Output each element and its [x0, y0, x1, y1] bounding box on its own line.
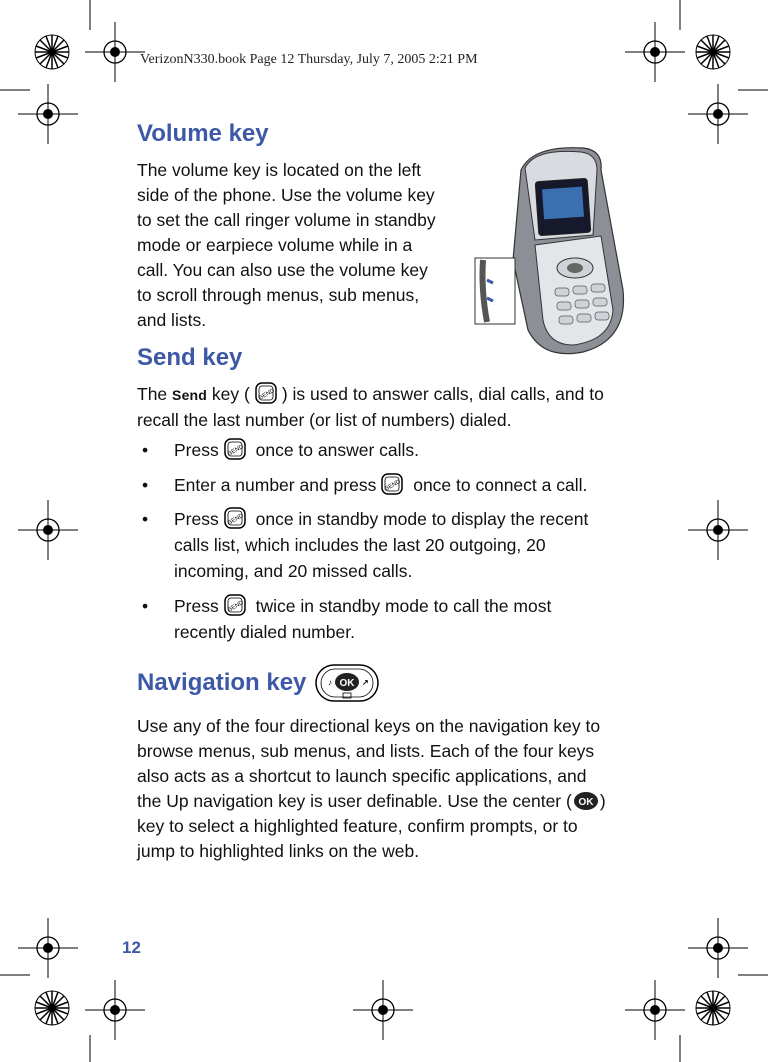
- text-line: also acts as a shortcut to launch specific applications, and: [137, 766, 587, 786]
- text-fragment: ) is used to answer calls, dial calls, and to: [281, 384, 604, 404]
- svg-text:♪: ♪: [328, 678, 333, 687]
- text-fragment: twice in standby mode to call the most: [255, 596, 552, 616]
- text-fragment: the Up navigation key is user definable. Use the center (: [137, 791, 572, 811]
- send-key-icon: [223, 437, 247, 459]
- text-line: [137, 789, 657, 814]
- send-key-icon: [223, 593, 247, 615]
- list-item: [142, 437, 420, 463]
- text-line: [174, 593, 551, 619]
- list-item: [142, 506, 589, 584]
- text-line: call. You can also use the volume key: [137, 260, 428, 280]
- svg-text:SEND: SEND: [384, 478, 403, 493]
- text-fragment: The: [137, 384, 173, 404]
- text-fragment: Press: [174, 440, 219, 460]
- text-line: browse menus, sub menus, and lists. Each of the four keys: [137, 741, 595, 761]
- text-line: jump to highlighted links on the web.: [137, 841, 420, 861]
- text-fragment: ): [599, 791, 606, 811]
- send-key-icon: [380, 472, 404, 494]
- volume-key-heading: Volume key: [137, 120, 269, 147]
- svg-text:↗: ↗: [362, 678, 370, 687]
- text-line: calls list, which includes the last 20 outgoing, 20: [174, 535, 546, 555]
- text-line: incoming, and 20 missed calls.: [174, 561, 413, 581]
- page-number: 12: [122, 938, 141, 957]
- navigation-key-heading: [137, 663, 380, 703]
- ok-key-icon: [573, 790, 599, 812]
- svg-text:SEND: SEND: [227, 512, 245, 527]
- phone-illustration: [473, 140, 633, 360]
- navigation-key-text: [137, 714, 657, 864]
- text-line: key to select a highlighted feature, confirm prompts, or to: [137, 816, 578, 836]
- text-fragment: once in standby mode to display the recent: [255, 509, 589, 529]
- text-line: The volume key is located on the left: [137, 160, 422, 180]
- text-line: side of the phone. Use the volume key: [137, 185, 435, 205]
- text-line: [137, 381, 657, 408]
- send-key-heading: Send key: [137, 344, 243, 371]
- svg-text:OK: OK: [578, 797, 594, 808]
- svg-text:SEND: SEND: [258, 387, 276, 402]
- text-line: and lists.: [137, 310, 207, 330]
- send-key-icon: [254, 381, 278, 403]
- list-item: [142, 472, 588, 498]
- text-fragment: Press: [174, 596, 219, 616]
- text-line: recently dialed number.: [174, 622, 355, 642]
- volume-key-text: [137, 158, 467, 333]
- bullet-marker: •: [142, 440, 149, 460]
- svg-text:SEND: SEND: [227, 599, 245, 614]
- svg-text:OK: OK: [339, 678, 355, 689]
- bullet-marker: •: [142, 596, 149, 616]
- text-line: recall the last number (or list of numbers) dialed.: [137, 410, 512, 430]
- text-line: mode or earpiece volume while in a: [137, 235, 413, 255]
- text-line: to set the call ringer volume in standby: [137, 210, 436, 230]
- text-fragment: key (: [207, 384, 250, 404]
- text-fragment: Enter a number and press: [174, 475, 377, 495]
- send-key-intro: [137, 381, 657, 433]
- bullet-marker: •: [142, 475, 149, 495]
- list-item: [142, 593, 552, 645]
- text-fragment: once to connect a call.: [413, 475, 588, 495]
- heading-text: Navigation key: [137, 669, 307, 696]
- text-fragment: Press: [174, 509, 219, 529]
- print-slug: VerizonN330.book Page 12 Thursday, July 7, 2005 2:21 PM: [140, 52, 478, 67]
- text-line: to scroll through menus, sub menus,: [137, 285, 420, 305]
- svg-text:SEND: SEND: [227, 443, 245, 458]
- navigation-key-icon: [314, 663, 380, 703]
- text-line: Use any of the four directional keys on the navigation key to: [137, 716, 601, 736]
- text-line: [174, 506, 588, 532]
- bullet-marker: •: [142, 509, 149, 529]
- text-fragment: once to answer calls.: [255, 440, 420, 460]
- send-keyword: Send: [172, 387, 208, 403]
- send-key-icon: [223, 506, 247, 528]
